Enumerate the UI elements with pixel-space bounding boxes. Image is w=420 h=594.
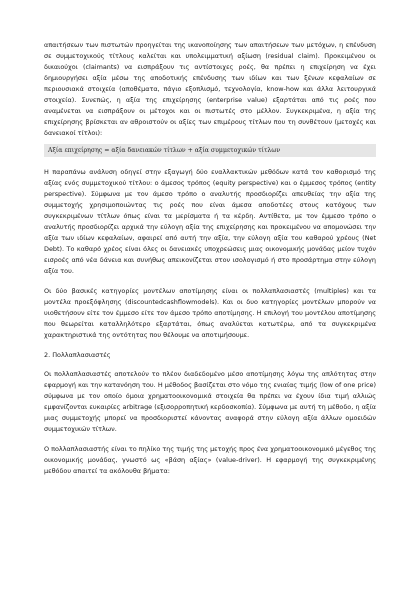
paragraph-model-categories: Οι δύο βασικές κατηγορίες μοντέλων αποτίμησης είναι οι πολλαπλασιαστές (multiples) και τα μοντέλα προεξόφλησης (discountedcashflowmodels). Και οι δυο κατηγορίες μοντέλων μπορούν να υιοθετήσουν είτε τον έμμεσο είτε τον άμεσο τρόπο αποτίμησης. Η επιλογή του μοντέλου αποτίμησης που θεωρείται καταλληλότερο εξαρτάται, όπως αναλύεται κατωτέρω, από τα συγκεκριμένα χαρακτηριστικά της οντότητας που θέλουμε να αποτιμήσουμε. <box>44 287 376 339</box>
section-heading: 2. Πολλαπλασιαστές <box>44 351 111 359</box>
paragraph-valuation-methods: Η παραπάνω ανάλυση οδηγεί στην εξαγωγή δύο εναλλακτικών μεθόδων κατά τον καθορισμό της αξίας ενός συμμετοχικού τίτλου: ο άμεσος τρόπος (equity perspective) και ο έμμεσος τρόπος (entity perspective). Σύμφωνα με τον άμεσο τρόπο ο αναλυτής προσδιορίζει απευθείας την αξία της συμμετοχής χρησιμοποιώντας τις ροές που είναι άμεσα αποδοτέες στους κατόχους των συγκεκριμένων τίτλων όπως είναι τα μερίσματα ή τα κέρδη. Αντίθετα, με τον έμμεσο τρόπο ο αναλυτής προσδιορίζει αρχικά την εύλογη αξία της επιχείρησης και προκειμένου να απομονώσει την αξία των ιδίων κεφαλαίων, αφαιρεί από αυτή την αξία, την εύλογη αξία του καθαρού χρέους (Net Debt). Το καθαρό χρέος είναι όλες οι δανειακές υποχρεώσεις μιας οικονομικής μονάδας μείον τυχόν εισροές από νέα δάνεια και συνήθως απεικονίζεται στον ισολογισμό ή στο προσάρτημα στην εύλογη αξία του. <box>44 168 376 275</box>
paragraph-multiples: Οι πολλαπλασιαστές αποτελούν το πλέον διαδεδομένο μέσο αποτίμησης λόγω της απλότητας στην εφαρμογή και την κατανόηση του. Η μέθοδος βασίζεται στο νόμο της ενιαίας τιμής (low of one price) σύμφωνα με τον οποίο όμοια χρηματοοικονομικά στοιχεία θα πρέπει να έχουν ίδια τιμή αλλιώς εμφανίζονται ευκαιρίες arbitrage (εξισορροπητική κερδοσκοπία). Σύμφωνα με αυτή τη μέθοδο, η αξία μιας συμμετοχής μπορεί να προσδιοριστεί κάνοντας αναφορά στην εύλογη αξία άλλων ομοειδών συμμετοχικών τίτλων. <box>44 370 376 433</box>
paragraph-enterprise-value: απαιτήσεων των πιστωτών προηγείται της ικανοποίησης των απαιτήσεων των μετόχων, η επένδυση σε συμμετοχικούς τίτλους καλείται και υπολειμματική αξίωση (residual claim). Προκειμένου οι δικαιούχοι (claimants) να εισπράξουν τις αντίστοιχες ροές, θα πρέπει η επιχείρηση να έχει δημιουργήσει αξία μέσω της αποδοτικής επένδυσης των ιδίων και των ξένων κεφαλαίων σε περιουσιακά στοιχεία (αποθέματα, πάγιο εξοπλισμό, τεχνολογία, know-how και άλλα λειτουργικά στοιχεία). Συνεπώς, η αξία της επιχείρησης (enterprise value) εξαρτάται από τις ροές που αναμένεται να εισπράξουν οι μέτοχοι και οι πιστωτές στο μέλλον. Συγκεκριμένα, η αξία της επιχείρησης βρίσκεται αν αθροιστούν οι αξίες των επιμέρους τίτλων που τη συνθέτουν (μετοχές και δανειακοί τίτλοι): <box>44 41 376 137</box>
paragraph-multiple-definition: Ο πολλαπλασιαστής είναι το πηλίκο της τιμής της μετοχής προς ένα χρηματοοικονομικό μέγεθος της οικονομικής μονάδας, γνωστό ως «βάση αξίας» (value-driver). Η εφαρμογή της συγκεκριμένης μεθόδου απαιτεί τα ακόλουθα βήματα: <box>44 445 376 475</box>
formula-box: Αξία επιχείρησης = αξία δανειακών τίτλων + αξία συμμετοχικών τίτλων <box>44 144 376 157</box>
